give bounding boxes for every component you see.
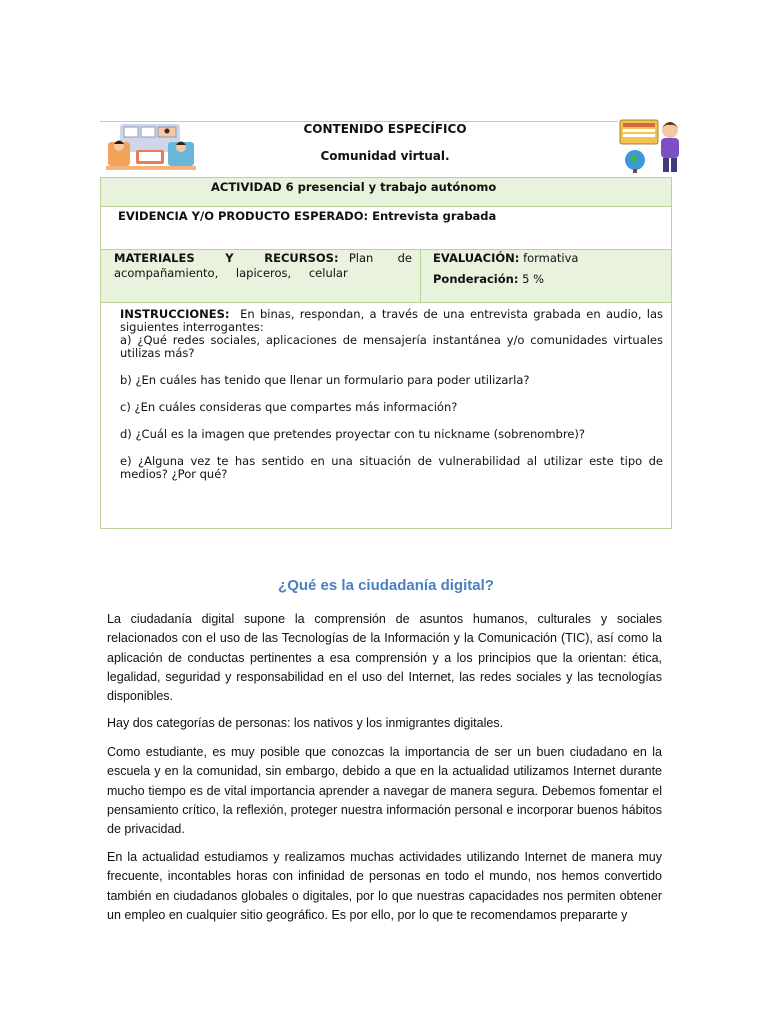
student-with-globe-illustration	[618, 116, 688, 174]
question-d: d) ¿Cuál es la imagen que pretendes proyectar con tu nickname (sobrenombre)?	[120, 427, 585, 441]
question-e: e) ¿Alguna vez te has sentido en una situación de vulnerabilidad al utilizar este tipo de medios? ¿Por qué?	[120, 454, 663, 481]
weight-label: Ponderación:	[433, 272, 519, 286]
materials-evaluation-row	[101, 250, 671, 303]
evaluation-cell	[421, 250, 671, 302]
header-title: CONTENIDO ESPECÍFICO	[303, 122, 467, 136]
instructions-paragraph	[120, 308, 663, 334]
article-heading: ¿Qué es la ciudadanía digital?	[278, 577, 494, 594]
evaluation-text: formativa	[523, 251, 579, 265]
instructions-cell	[101, 303, 671, 481]
question-a: a) ¿Qué redes sociales, aplicaciones de mensajería instantánea y/o comunidades virtuales utilizas más?	[120, 333, 663, 360]
instructions-label: INSTRUCCIONES:	[120, 307, 230, 321]
article-paragraph-4: En la actualidad estudiamos y realizamos muchas actividades utilizando Internet de manera muy frecuente, incontables horas con infinidad de personas en todo el mundo, nos hemos convertido también en ciudadanos globales o digitales, por lo que nuestras capacidades nos permiten obtener un empleo en cualquier sitio geográfico. Es por ello, por lo que te recomendamos prepararte y	[107, 850, 662, 922]
materials-label: MATERIALES Y RECURSOS:	[114, 251, 339, 265]
evaluation-label: EVALUACIÓN:	[433, 251, 520, 265]
weight-text: 5 %	[522, 272, 544, 286]
materials-cell	[101, 250, 421, 302]
activity-title: ACTIVIDAD 6 presencial y trabajo autónomo	[211, 180, 497, 194]
evidence-row	[101, 207, 671, 250]
online-class-illustration	[106, 124, 196, 170]
article-paragraph-2: Hay dos categorías de personas: los nativos y los inmigrantes digitales.	[107, 716, 504, 730]
article-paragraph-1: La ciudadanía digital supone la comprensión de asuntos humanos, culturales y sociales relacionados con el uso de las Tecnologías de la Información y la Comunicación (TIC), así como la aplicación de conductas pertinentes a esa comprensión y a los principios que la orientan: ética, legalidad, seguridad y responsabilidad en el uso del Internet, las redes sociales y las tecnologías disponibles.	[107, 612, 662, 704]
activity-row	[101, 178, 671, 207]
instructions-row	[101, 303, 671, 528]
header-subtitle: Comunidad virtual.	[320, 149, 450, 163]
evidence-text: EVIDENCIA Y/O PRODUCTO ESPERADO: Entrevista grabada	[118, 209, 497, 223]
article-paragraph-3: Como estudiante, es muy posible que conozcas la importancia de ser un buen ciudadano en la escuela y en la comunidad, sin embargo, debido a que en la actualidad utilizamos Internet durante mucho tiempo es de vital importancia aprender a navegar de manera segura. Debemos fomentar el pensamiento crítico, la reflexión, proteger nuestra información personal e incorporar buenos hábitos de privacidad.	[107, 745, 662, 837]
activity-table	[100, 177, 672, 529]
instructions-intro: En binas, respondan, a través de una entrevista grabada en audio, las siguientes interrogantes:	[120, 307, 664, 334]
materials-text: Plan de acompañamiento, lapiceros, celular	[114, 251, 412, 280]
question-c: c) ¿En cuáles consideras que compartes más información?	[120, 400, 458, 414]
question-b: b) ¿En cuáles has tenido que llenar un formulario para poder utilizarla?	[120, 373, 530, 387]
